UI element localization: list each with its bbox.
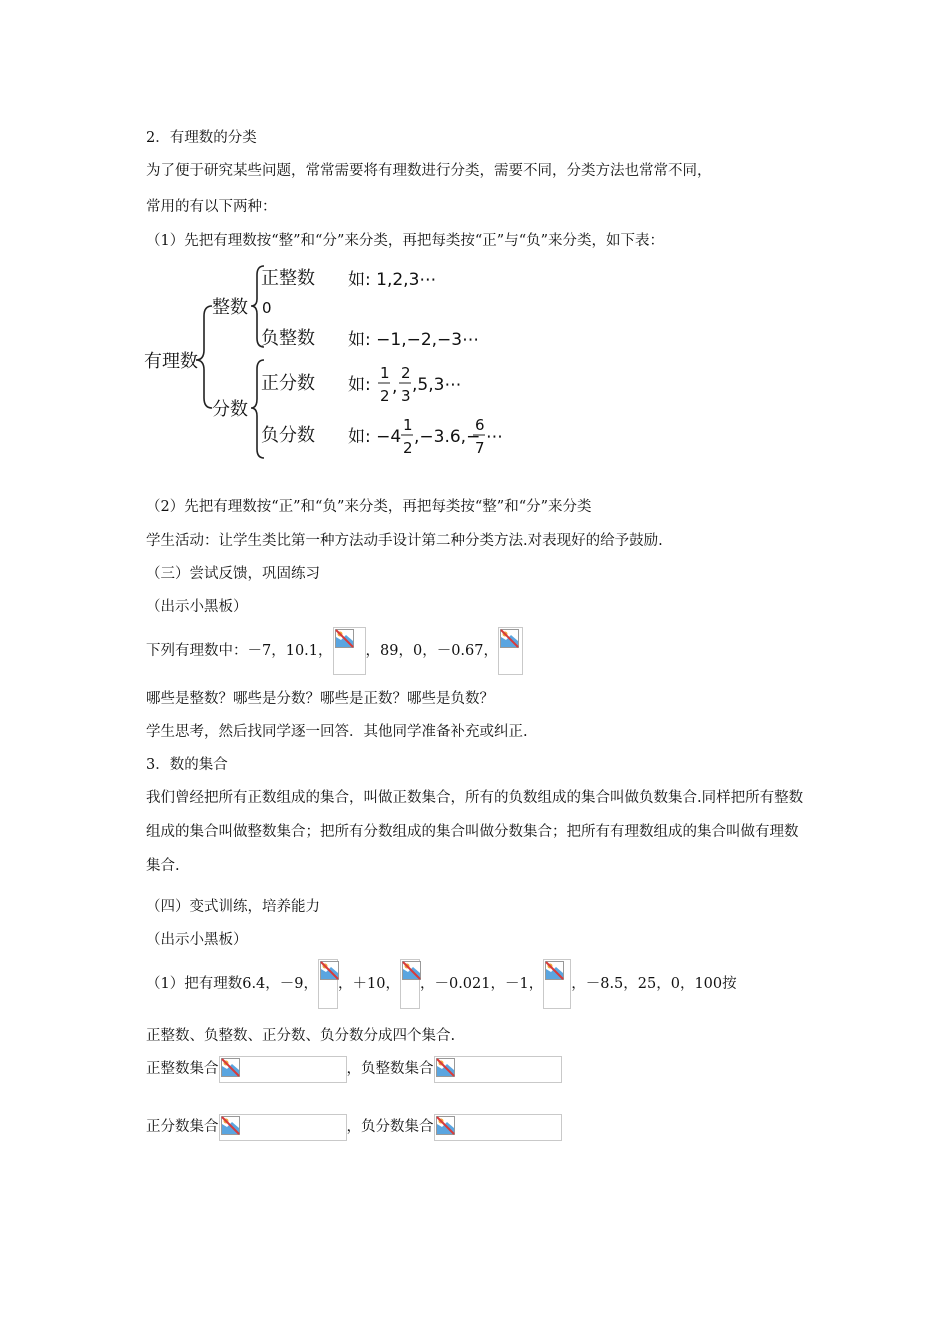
negative-fraction-set-label: ，负分数集合 [346, 1119, 434, 1135]
negative-integer-set-box [434, 1056, 562, 1083]
broken-image-exercise-2 [400, 959, 420, 1009]
part-3-heading: （三）尝试反馈，巩固练习 [146, 566, 320, 582]
negative-fraction-label: 负分数 [261, 425, 315, 446]
classification-question: 哪些是整数？哪些是分数？哪些是正数？哪些是负数？ [146, 691, 494, 707]
exercise-part-c: ，－0.021，－1， [419, 976, 544, 992]
integers-label: 整数 [212, 297, 248, 318]
section3-paragraph: 我们曾经把所有正数组成的集合，叫做正数集合，所有的负数组成的集合叫做负数集合.同样把所有整数组成的集合叫做整数集合；把所有分数组成的集合叫做分数集合；把所有有理数组成的集合叫做有理数集合. [146, 790, 804, 874]
positive-integer-label: 正整数 [261, 268, 315, 289]
fraction-1-denominator: 2 [380, 387, 390, 405]
broken-image-icon [500, 629, 519, 648]
exercise-part-b: ，＋10， [338, 976, 400, 992]
section3-heading: 3．数的集合 [146, 757, 228, 773]
exercise-part-a: （1）把有理数6.4，－9， [146, 976, 319, 992]
broken-image-icon [436, 1116, 455, 1135]
negative-integer-example: 如: −1,−2,−3⋯ [348, 330, 480, 350]
fraction-4-numerator: 6 [475, 416, 485, 434]
fraction-2-denominator: 3 [401, 387, 411, 405]
fractions-label: 分数 [212, 399, 248, 420]
fraction-2-numerator: 2 [401, 364, 411, 382]
fraction-3-denominator: 2 [403, 439, 413, 457]
zero-label: 0 [262, 299, 272, 317]
blackboard-note-2: （出示小黑板） [146, 932, 248, 948]
broken-image-fraction-1 [333, 627, 366, 675]
root-brace [196, 306, 212, 408]
classification-tree [140, 258, 560, 473]
number-list-middle: ，89，0，－0.67， [365, 643, 498, 659]
section2-heading: 2．有理数的分类 [146, 130, 257, 146]
broken-image-fraction-2 [498, 627, 523, 675]
positive-integer-set-label: 正整数集合 [146, 1061, 219, 1077]
broken-image-icon [335, 629, 354, 648]
broken-image-icon [402, 961, 421, 980]
positive-fraction-example-prefix: 如: [348, 375, 371, 395]
positive-fraction-set-label: 正分数集合 [146, 1119, 219, 1135]
positive-fraction-set-box [219, 1114, 347, 1141]
negative-fraction-example-prefix: 如: −4 [348, 427, 402, 447]
positive-fraction-example-suffix: ,5,3⋯ [412, 375, 462, 395]
intro-line-1: 为了便于研究某些问题，常常需要将有理数进行分类，需要不同，分类方法也常常不同， [146, 163, 712, 179]
negative-integer-set-label: ，负整数集合 [346, 1061, 434, 1077]
fraction-3-numerator: 1 [403, 416, 413, 434]
number-list-prefix: 下列有理数中：－7，10.1， [146, 643, 333, 659]
blackboard-note-1: （出示小黑板） [146, 599, 248, 615]
student-activity: 学生活动：让学生类比第一种方法动手设计第二种分类方法.对表现好的给予鼓励. [146, 533, 663, 549]
negative-fraction-example-mid: ,−3.6,− [414, 427, 481, 447]
broken-image-icon [221, 1058, 240, 1077]
set-row-1 [146, 1055, 562, 1083]
broken-image-exercise-3 [543, 959, 571, 1009]
negative-integer-label: 负整数 [261, 328, 315, 349]
exercise-line-1 [146, 959, 737, 1009]
exercise-part-d: ，－8.5，25，0，100按 [571, 976, 737, 992]
part-4-heading: （四）变式训练，培养能力 [146, 899, 320, 915]
set-row-2 [146, 1113, 562, 1141]
number-list [146, 627, 523, 675]
positive-fraction-label: 正分数 [261, 373, 315, 394]
positive-integer-example: 如: 1,2,3⋯ [348, 270, 437, 290]
broken-image-icon [545, 961, 564, 980]
positive-integer-set-box [219, 1056, 347, 1083]
broken-image-icon [436, 1058, 455, 1077]
intro-line-2: 常用的有以下两种： [146, 199, 277, 215]
method-1-text: （1）先把有理数按“整”和“分”来分类，再把每类按“正”与“负”来分类，如下表： [146, 233, 665, 249]
exercise-line-2: 正整数、负整数、正分数、负分数分成四个集合. [146, 1028, 456, 1044]
broken-image-icon [221, 1116, 240, 1135]
student-think: 学生思考，然后找同学逐一回答．其他同学准备补充或纠正. [146, 724, 528, 740]
broken-image-exercise-1 [318, 959, 338, 1009]
fraction-4-denominator: 7 [475, 439, 485, 457]
broken-image-icon [320, 961, 339, 980]
fraction-separator-1: , [392, 377, 398, 397]
fraction-1-numerator: 1 [380, 364, 390, 382]
negative-fraction-set-box [434, 1114, 562, 1141]
method-2-text: （2）先把有理数按“正”和“负”来分类，再把每类按“整”和“分”来分类 [146, 499, 592, 515]
root-label: 有理数 [144, 351, 198, 372]
negative-fraction-example-suffix: ⋯ [486, 427, 503, 447]
